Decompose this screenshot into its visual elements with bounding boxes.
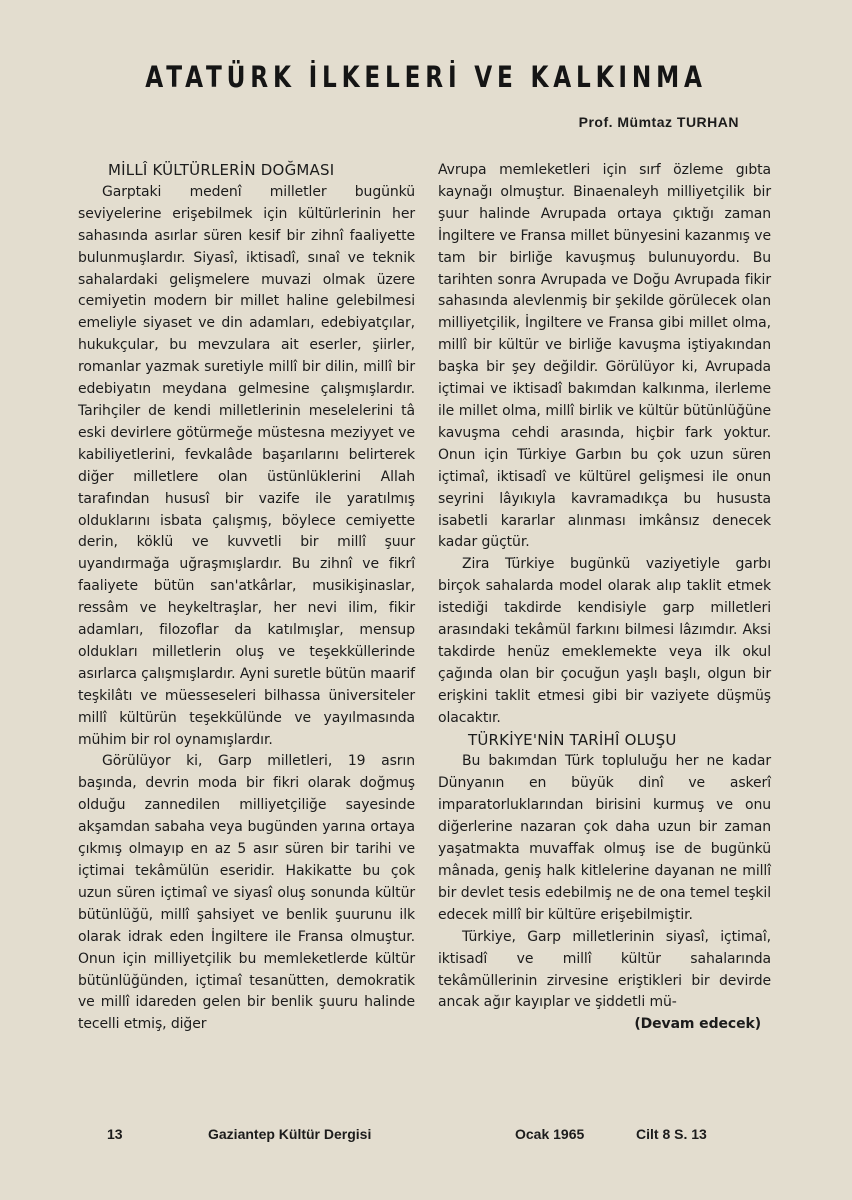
page-footer	[0, 1126, 852, 1150]
body-paragraph: Garptaki medenî milletler bugünkü seviyelerine erişebilmek için kültürlerinin her sahasında asırlar süren kesif bir zihnî faaliyette bulunmuşlardır. Siyasî, iktisadî, sınaî ve teknik sahalardaki gelişmelere muvazi olmak üzere cemiyetin modern bir millet haline gelebilmesi emeliyle siyaset ve din adamları, edebiyatçılar, hukukçular, bu mevzulara ait eserler, şiirler, romanlar yazmak suretiyle millî bir dilin, millî bir edebiyatın meydana gelmesine çalışmışlardır. Tarihçiler de kendi milletlerinin meselelerini tâ eski devirlere götürmeğe müstesna meziyyet ve kabiliyetlerini, fevkalâde başarılarını belirterek diğer milletlere olan üstünlüklerini Allah tarafından hususî bir vazife ile yaratılmış olduklarını isbata çalışmış, böylece cemiyette derin, köklü ve kuvvetli bir millî şuur uyandırmağa uğraşmışlardır. Bu zihnî ve fikrî faaliyete bütün san'atkârlar, musikişinaslar, ressâm ve heykeltraşlar, her nevi ilim, fikir adamları, filozoflar da katılmışlar, mensup oldukları milletlerin oluş ve teşekküllerinde asırlarca çalışmışlardır. Ayni suretle bütün maarif teşkilâtı ve müesseseleri bilhassa üniversiteler millî kültürün teşekkülünde ve yayılmasında mühim bir rol oynamışlardır.	[78, 183, 415, 748]
issue-date: Ocak 1965	[515, 1126, 585, 1142]
article-title: ATATÜRK İLKELERİ VE KALKINMA	[145, 60, 707, 94]
page-number: 13	[107, 1126, 123, 1142]
section-heading-national-cultures: MİLLÎ KÜLTÜRLERİN DOĞMASI	[108, 161, 335, 179]
magazine-name: Gaziantep Kültür Dergisi	[208, 1126, 372, 1142]
left-column	[78, 160, 415, 1036]
body-paragraph: Zira Türkiye bugünkü vaziyetiyle garbı birçok sahalarda model olarak alıp taklit etmek istediği takdirde kendisiyle garp milletleri arasındaki tekâmül farkını bilmesi lâzımdır. Aksi takdirde henüz emeklemekte veya ilk okul çağında olan bir çocuğun yaşlı başlı, olgun bir erişkini taklit etmesi gibi bir vaziyete düşmüş olacaktır.	[438, 556, 771, 726]
body-paragraph: Avrupa memleketleri için sırf özleme gıbta kaynağı olmuştur. Binaenaleyh milliyetçilik bir şuur halinde Avrupada ortaya çıktığı zaman İngiltere ve Fransa millet bünyesini kazanmış ve tam bir birliğe kavuşmuş bulunuyordu. Bu tarihten sonra Avrupada ve Doğu Avrupada fikir sahasında alevlenmiş bir şekilde görülecek olan milliyetçilik, İngiltere ve Fransa gibi millet olma, millî bir kültür ve birliğe kavuşma iştiyakından başka bir şey değildir. Görülüyor ki, Avrupada içtimai ve iktisadî bakımdan kalkınma, ilerleme ile millet olma, millî birlik ve kültür bütünlüğüne kavuşma cehdi arasında, hiçbir fark yoktur. Onun için Türkiye Garbın bu çok uzun süren içtimaî, iktisadî ve kültürel gelişmesi ile onun seyrini lâyıkıyla kavramadıkça bu hususta isabetli kararlar alınması imkânsız denecek kadar güçtür.	[438, 162, 771, 551]
section-heading-historical-formation: TÜRKİYE'NİN TARİHÎ OLUŞU	[468, 730, 677, 749]
body-paragraph: Bu bakımdan Türk topluluğu her ne kadar Dünyanın en büyük dinî ve askerî imparatorluklarından birisini kurmuş ve onu diğerlerine nazaran çok daha uzun bir zaman yaşatmakta muvaffak olmuş ise de bugünkü mânada, geniş halk kitlelerine dayanan ne millî bir devlet tesis edebilmiş ne de ona temel teşkil edecek millî bir kültüre erişebilmiştir.	[438, 753, 771, 923]
author-name: Prof. Mümtaz TURHAN	[578, 114, 739, 130]
right-column	[438, 160, 771, 1036]
continued-note: (Devam edecek)	[634, 1016, 761, 1033]
body-paragraph: Görülüyor ki, Garp milletleri, 19 asrın başında, devrin moda bir fikri olarak doğmuş olduğu zannedilen milliyetçiliğe sayesinde akşamdan sabaha veya bugünden yarına ortaya çıkmış olmayıp en az 5 asır süren bir tarihi ve içtimai tekâmülün eseridir. Hakikatte bu çok uzun süren içtimaî ve siyasî oluş sonunda kültür bütünlüğü, millî şahsiyet ve benlik şuurunu ilk olarak idrak eden İngiltere ile Fransa olmuştur. Onun için milliyetçilik bu memleketlerde kültür bütünlüğünden, içtimaî tesanütten, demokratik ve millî idareden gelen bir benlik şuuru halinde tecelli etmiş, diğer	[78, 753, 415, 1033]
body-paragraph: Türkiye, Garp milletlerinin siyasî, içtimaî, iktisadî ve millî kültür sahalarında tekâmüllerinin zirvesine eriştikleri bir devirde ancak ağır kayıplar ve şiddetli mü-	[438, 928, 771, 1011]
volume-issue: Cilt 8 S. 13	[636, 1126, 707, 1142]
